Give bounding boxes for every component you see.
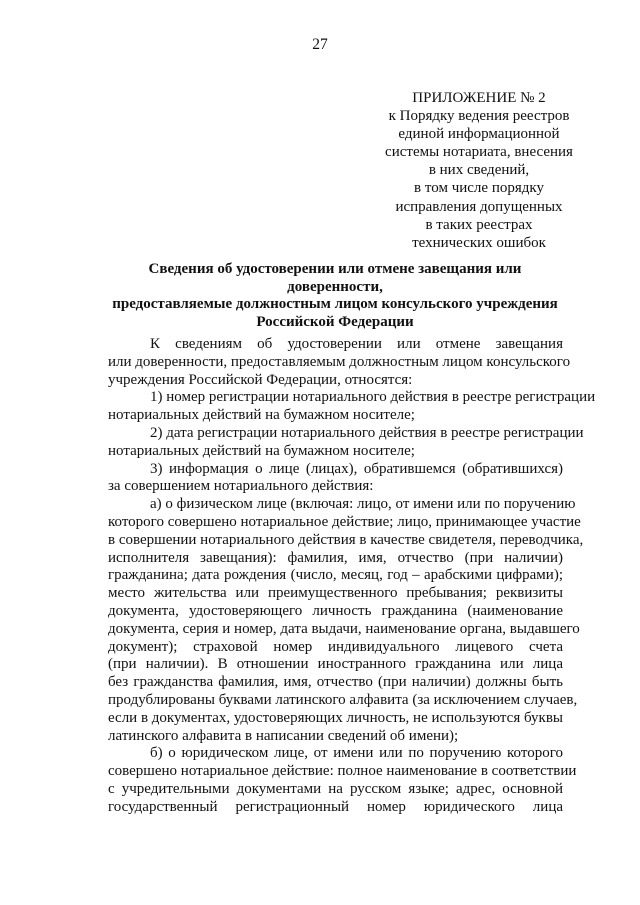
paragraph-line: или доверенности, предоставляемым должностным лицом консульского (108, 353, 571, 370)
paragraph-line: государственный регистрационный номер юридического лица (108, 798, 563, 815)
appendix-line: к Порядку ведения реестров (388, 108, 570, 125)
paragraph-line: с учредительными документами на русском языке; адрес, основной (108, 780, 563, 797)
paragraph-line: гражданина; дата рождения (число, месяц, год – арабскими цифрами); (108, 567, 563, 584)
appendix-line: исправления допущенных (395, 198, 563, 215)
paragraph-line: 2) дата регистрации нотариального действия в реестре регистрации (150, 424, 584, 441)
appendix-line: технических ошибок (412, 234, 546, 251)
appendix-line: в таких реестрах (425, 216, 533, 233)
appendix-line: ПРИЛОЖЕНИЕ № 2 (412, 90, 546, 106)
paragraph-line: 1) номер регистрации нотариального действия в реестре регистрации (150, 389, 596, 406)
appendix-line: в том числе порядку (414, 180, 544, 197)
paragraph (108, 745, 577, 816)
page-number: 27 (312, 36, 328, 53)
appendix-line: в них сведений, (428, 162, 530, 179)
paragraph-line: а) о физическом лице (включая: лицо, от имени или по поручению (150, 496, 576, 513)
appendix-line: системы нотариата, внесения (385, 144, 573, 161)
appendix-header (384, 89, 574, 252)
document-body (108, 336, 596, 817)
title-line: предоставляемые должностным лицом консульского учреждения (112, 296, 558, 313)
paragraph-line: продублированы буквами латинского алфавита (за исключением случаев, (108, 691, 578, 708)
paragraph (108, 336, 571, 389)
paragraph-line: место жительства или преимущественного пребывания; реквизиты (108, 585, 563, 602)
paragraph-line: документ); страховой номер индивидуального лицевого счета (108, 638, 563, 655)
document-title (100, 261, 570, 331)
paragraph-line: документа, удостоверяющего личность гражданина (наименование (108, 602, 563, 619)
paragraph-line: нотариальных действий на бумажном носителе; (108, 407, 415, 424)
paragraph-line: 3) информация о лице (лицах), обратившемся (обратившихся) (150, 460, 563, 477)
paragraph-line: без гражданства фамилия, имя, отчество (при наличии) должны быть (108, 674, 563, 691)
paragraph (108, 389, 596, 425)
paragraph (108, 424, 584, 461)
paragraph-line: в совершении нотариального действия в качестве свидетеля, переводчика, (108, 531, 584, 548)
title-line: Сведения об удостоверении или отмене завещания или доверенности, (148, 261, 522, 295)
paragraph-line: совершено нотариальное действие: полное наименование в соответствии (108, 763, 577, 780)
title-line: Российской Федерации (256, 313, 414, 330)
paragraph (108, 496, 584, 745)
paragraph-line: латинского алфавита в написании сведений об имени); (108, 727, 459, 744)
paragraph-line: К сведениям об удостоверении или отмене завещания (150, 336, 563, 352)
paragraph-line: (при наличии). В отношении иностранного гражданина или лица (108, 656, 563, 673)
paragraph-line: б) о юридическом лице, от имени или по поручению которого (150, 745, 563, 762)
appendix-line: единой информационной (398, 126, 560, 143)
paragraph-line: если в документах, удостоверяющих личность, не используются буквы (108, 709, 563, 726)
paragraph-line: за совершением нотариального действия: (108, 478, 374, 495)
paragraph-line: документа, серия и номер, дата выдачи, наименование органа, выдавшего (108, 620, 580, 637)
paragraph-line: которого совершено нотариальное действие; лицо, принимающее участие (108, 513, 581, 530)
paragraph (108, 461, 563, 497)
paragraph-line: учреждения Российской Федерации, относятся: (108, 371, 413, 388)
paragraph-line: нотариальных действий на бумажном носителе; (108, 442, 415, 459)
paragraph-line: исполнителя завещания): фамилия, имя, отчество (при наличии) (108, 549, 563, 566)
